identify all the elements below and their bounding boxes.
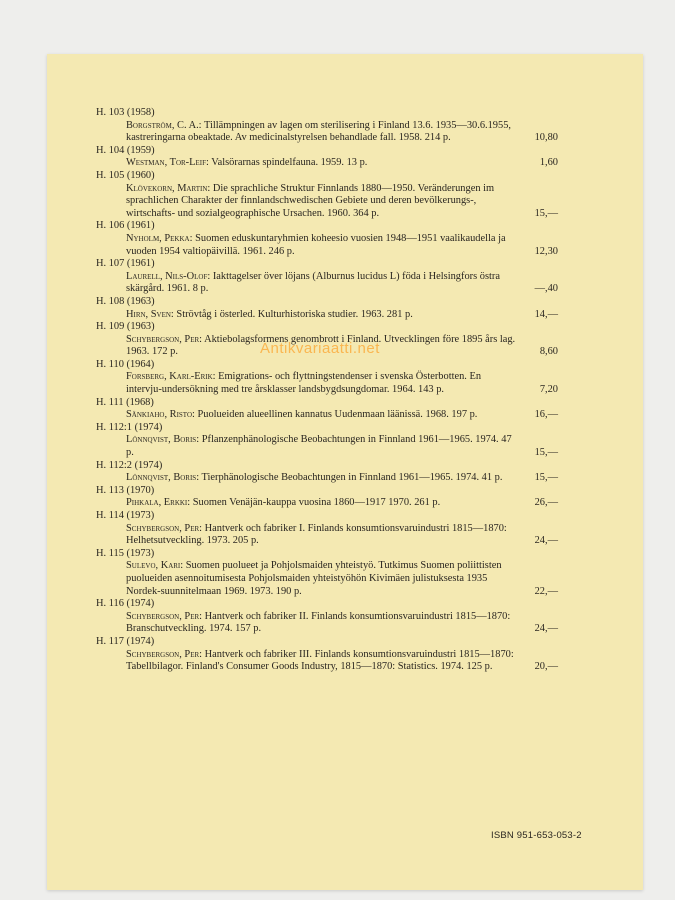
- price: 8,60: [539, 346, 558, 358]
- author-name: Westman, Tor-Leif:: [126, 157, 209, 169]
- publication-entry: [96, 459, 558, 485]
- author-name: Klövekorn, Martin:: [126, 182, 211, 194]
- publication-entry: [96, 107, 558, 145]
- price: 10,80: [534, 132, 558, 144]
- series-number: H. 115 (1973): [96, 547, 155, 559]
- publication-entry: [96, 510, 558, 548]
- entry-description: [126, 308, 558, 322]
- isbn-number: ISBN 951-653-053-2: [491, 830, 582, 841]
- author-name: Pihkala, Erkki:: [126, 497, 191, 509]
- author-name: Laurell, Nils-Olof:: [126, 270, 211, 282]
- author-name: Nyholm, Pekka:: [126, 232, 193, 244]
- price: 26,—: [534, 497, 558, 509]
- publication-title: Suomen eduskuntaryhmien koheesio vuosien 1948—1951 vaalikaudella ja vuoden 1954 valtiopäivillä. 1961. 246 p.: [126, 232, 506, 257]
- series-number: H. 117 (1974): [96, 635, 155, 647]
- entry-description: [126, 560, 558, 598]
- publication-title: Emigrations- och flyttningstendenser i svenska Österbotten. En intervju-undersökning med tre årsklasser landsbygdsungdomar. 1964. 143 p.: [126, 371, 482, 396]
- entry-description: [126, 610, 558, 636]
- series-number: H. 104 (1959): [96, 144, 155, 156]
- author-name: Schybergson, Per:: [126, 610, 203, 622]
- author-name: Lönnqvist, Boris:: [126, 472, 200, 484]
- series-number: H. 114 (1973): [96, 510, 155, 521]
- entry-description: [126, 119, 558, 145]
- publication-entry: [96, 295, 558, 321]
- entry-description: [126, 371, 558, 396]
- price: 24,—: [534, 623, 558, 635]
- author-name: Schybergson, Per:: [126, 333, 203, 345]
- entry-description: [126, 182, 558, 221]
- entry-description: [126, 472, 558, 485]
- price: 15,—: [534, 447, 558, 459]
- series-number: H. 108 (1963): [96, 295, 155, 307]
- price: 7,20: [539, 384, 558, 396]
- entry-description: [126, 497, 558, 510]
- publication-list: [96, 107, 558, 674]
- author-name: Schybergson, Per:: [126, 522, 203, 534]
- price: 14,—: [534, 308, 558, 320]
- publication-entry: [96, 396, 558, 422]
- publication-title: Suomen Venäjän-kauppa vuosina 1860—1917 1970. 261 p.: [192, 497, 441, 509]
- publication-entry: [96, 598, 558, 636]
- publication-entry: [96, 358, 558, 397]
- publication-title: Suomen puolueet ja Pohjolsmaiden yhteistyö. Tutkimus Suomen poliittisten puolueiden asennoitumisesta Pohjolsmaiden yhteistyöhön Kivimäen julistuksesta 1935 Nordek-suunnitelmaan 1969. 1973. 190 p.: [126, 560, 502, 597]
- publication-title: Tierphänologische Beobachtungen in Finnland 1961—1965. 1974. 41 p.: [201, 472, 503, 484]
- series-number: H. 105 (1960): [96, 169, 155, 181]
- series-number: H. 109 (1963): [96, 321, 155, 333]
- series-number: H. 116 (1974): [96, 598, 155, 610]
- entry-description: [126, 157, 558, 170]
- price: 15,—: [534, 472, 558, 484]
- author-name: Sulevo, Kari:: [126, 560, 184, 572]
- price: 24,—: [534, 535, 558, 547]
- publication-title: Hantverk och fabriker I. Finlands konsumtionsvaruindustri 1815—1870: Helhetsutveckling. 1973. 205 p.: [126, 522, 507, 547]
- publication-entry: [96, 484, 558, 510]
- publication-entry: [96, 258, 558, 296]
- publication-title: Hantverk och fabriker II. Finlands konsumtionsvaruindustri 1815—1870: Branschutveckling. 1974. 157 p.: [126, 610, 511, 635]
- price: 22,—: [534, 585, 558, 597]
- price: 1,60: [539, 157, 558, 169]
- entry-description: [126, 522, 558, 548]
- publication-title: Puolueiden alueellinen kannatus Uudenmaan läänissä. 1968. 197 p.: [197, 409, 478, 421]
- publication-entry: [96, 220, 558, 258]
- price: 15,—: [534, 207, 558, 219]
- author-name: Borgström, C. A.:: [126, 119, 202, 131]
- author-name: Forsberg, Karl-Erik:: [126, 371, 216, 383]
- publication-entry: [96, 421, 558, 460]
- publication-entry: [96, 169, 558, 220]
- entry-description: [126, 232, 558, 258]
- publication-title: Die sprachliche Struktur Finnlands 1880—1950. Veränderungen im sprachlichen Charakter der finnlandschwedischen Gebiete und deren bevölkerungs-, wirtschafts- und sozialgeographische Ursachen. 1960. 364 p.: [126, 182, 495, 219]
- entry-description: [126, 270, 558, 296]
- series-number: H. 110 (1964): [96, 358, 155, 370]
- publication-entry: [96, 547, 558, 598]
- publication-title: Strövtåg i österled. Kulturhistoriska studier. 1963. 281 p.: [176, 308, 413, 320]
- series-number: H. 103 (1958): [96, 107, 155, 118]
- author-name: Schybergson, Per:: [126, 648, 203, 660]
- watermark: Antikvariaatti.net: [260, 340, 380, 357]
- author-name: Sänkiaho, Risto:: [126, 409, 195, 421]
- series-number: H. 113 (1970): [96, 484, 155, 496]
- publication-title: Hantverk och fabriker III. Finlands konsumtionsvaruindustri 1815—1870: Tabellbilagor. Finland's Consumer Goods Industry, 1815—1870: Statistics. 1974. 125 p.: [126, 648, 514, 673]
- series-number: H. 107 (1961): [96, 258, 155, 270]
- price: 12,30: [534, 245, 558, 257]
- publication-title: Tillämpningen av lagen om sterilisering i Finland 13.6. 1935—30.6.1955, kastreringarna obeaktade. Av medicinalstyrelsen behandlade fall. 1958. 214 p.: [126, 119, 511, 144]
- price: —,40: [534, 283, 558, 295]
- series-number: H. 106 (1961): [96, 220, 155, 232]
- author-name: Hirn, Sven:: [126, 308, 174, 320]
- price: 16,—: [534, 409, 558, 421]
- series-number: H. 111 (1968): [96, 396, 154, 408]
- publication-title: Pflanzenphänologische Beobachtungen in Finnland 1961—1965. 1974. 47 p.: [126, 434, 512, 459]
- series-number: H. 112:2 (1974): [96, 459, 163, 471]
- publication-entry: [96, 635, 558, 674]
- publication-title: Aktiebolagsformens genombrott i Finland. Utvecklingen före 1895 års lag. 1963. 172 p.: [126, 333, 516, 358]
- entry-description: [126, 434, 558, 459]
- publication-entry: [96, 144, 558, 170]
- entry-description: [126, 409, 558, 422]
- publication-title: Valsörarnas spindelfauna. 1959. 13 p.: [211, 157, 368, 169]
- price: 20,—: [534, 661, 558, 673]
- publication-title: Iakttagelser över löjans (Alburnus lucidus L) föda i Helsingfors östra skärgård. 1961. 8 p.: [126, 270, 500, 295]
- entry-description: [126, 648, 558, 674]
- author-name: Lönnqvist, Boris:: [126, 434, 200, 446]
- series-number: H. 112:1 (1974): [96, 421, 163, 433]
